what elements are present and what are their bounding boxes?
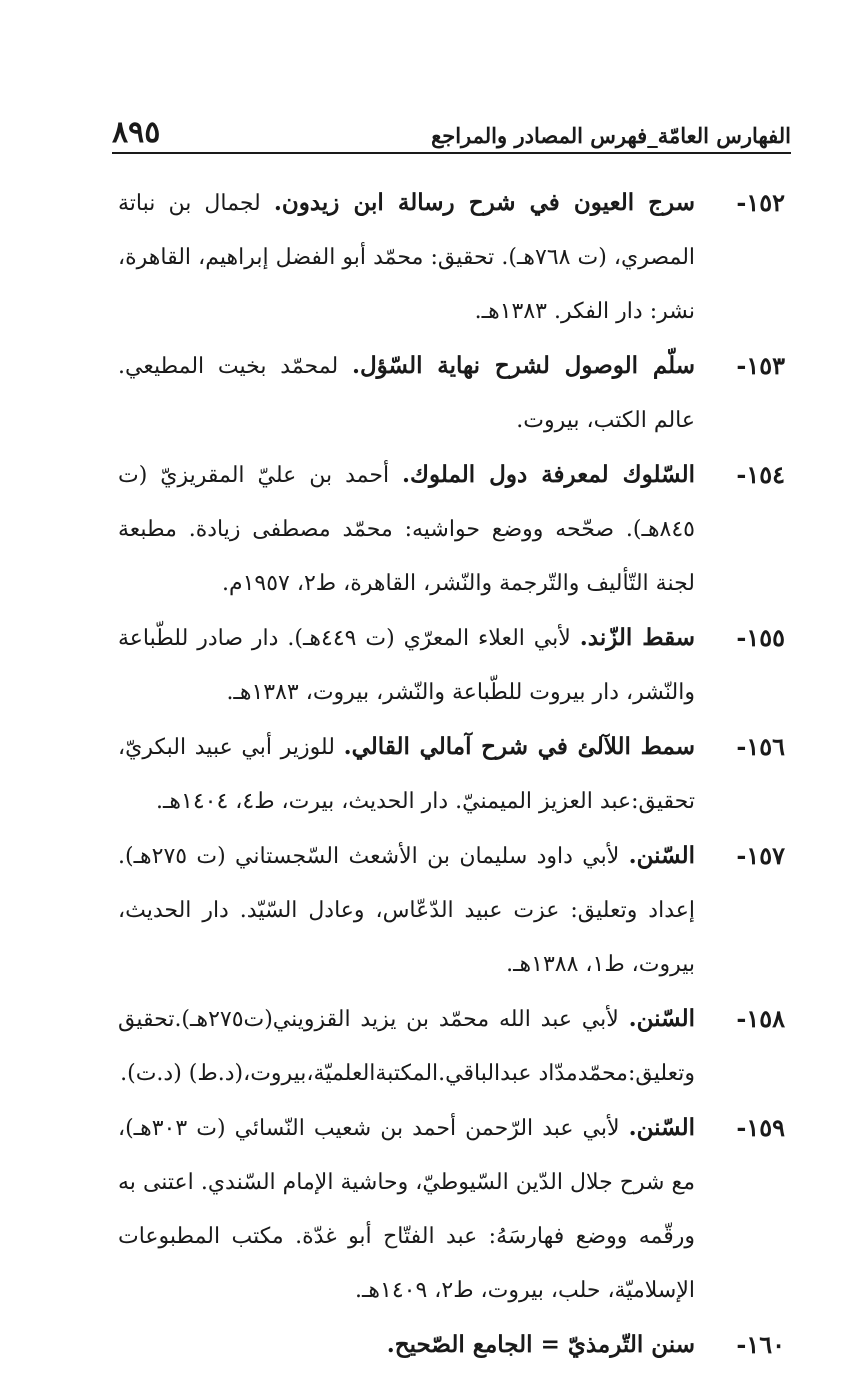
bibliography-entry — [118, 1101, 785, 1318]
entry-title: السّنن. — [628, 842, 695, 869]
entry-title: سنن التّرمذيّ = الجامع الصّحيح. — [386, 1331, 695, 1358]
entry-details: لأبي عبد الله محمّد بن يزيد القزويني(ت٢٧٥هـ).تحقيق وتعليق:محمّدمدّاد عبدالباقي.المكتبةالعلميّة،بيروت،(د.ط) (د.ت). — [118, 1007, 695, 1086]
entry-details: للوزير أبي عبيد البكريّ، تحقيق:عبد العزيز الميمنيّ. دار الحديث، بيرت، ط٤، ١٤٠٤هـ. — [118, 735, 695, 814]
bibliography-entry — [118, 829, 785, 992]
entry-number: ١٥٧- — [736, 841, 785, 870]
entry-title: سمط اللآلئ في شرح آمالي القالي. — [343, 733, 695, 760]
entry-body — [118, 1318, 695, 1373]
entry-title: سرج العيون في شرح رسالة ابن زيدون. — [273, 189, 695, 216]
page-header — [112, 112, 791, 154]
entry-body — [118, 448, 695, 611]
entry-details: لمحمّد بخيت المطيعي. عالم الكتب، بيروت. — [118, 354, 695, 433]
entry-number: ١٥٣- — [736, 351, 785, 380]
entry-body — [118, 176, 695, 339]
entry-number: ١٥٤- — [736, 460, 785, 489]
entry-body — [118, 611, 695, 720]
entry-number: ١٥٨- — [736, 1004, 785, 1033]
entry-details: لجمال بن نباتة المصري، (ت ٧٦٨هـ). تحقيق: محمّد أبو الفضل إبراهيم، القاهرة، نشر: دار الفكر. ١٣٨٣هـ. — [118, 191, 696, 324]
entry-number: ١٥٦- — [736, 732, 785, 761]
entry-number: ١٦٠- — [736, 1330, 785, 1359]
entry-title: سقط الزّند. — [579, 624, 695, 651]
bibliography-entry — [118, 611, 785, 720]
entry-number: ١٥٢- — [736, 188, 785, 217]
entry-body — [118, 339, 695, 448]
bibliography-entry — [118, 339, 785, 448]
bibliography-entry — [118, 720, 785, 829]
bibliography-entry — [118, 1318, 785, 1373]
entry-title: السّلوك لمعرفة دول الملوك. — [402, 461, 695, 488]
entry-body — [118, 720, 695, 829]
bibliography-list — [118, 176, 785, 1373]
entry-number: ١٥٩- — [736, 1113, 785, 1142]
bibliography-entry — [118, 176, 785, 339]
entry-details: أحمد بن عليّ المقريزيّ (ت ٨٤٥هـ). صحّحه ووضع حواشيه: محمّد مصطفى زيادة. مطبعة لجنة التّأليف والتّرجمة والنّشر، القاهرة، ط٢، ١٩٥٧م. — [118, 463, 695, 596]
entry-title: السّنن. — [628, 1114, 695, 1141]
entry-number: ١٥٥- — [736, 623, 785, 652]
entry-body — [118, 1101, 695, 1318]
bibliography-entry — [118, 992, 785, 1101]
bibliography-entry — [118, 448, 785, 611]
running-title: الفهارس العامّة_فهرس المصادر والمراجع — [431, 123, 791, 148]
entry-body — [118, 829, 695, 992]
entry-title: سلّم الوصول لشرح نهاية السّؤل. — [351, 352, 696, 379]
entry-details: لأبي عبد الرّحمن أحمد بن شعيب النّسائي (ت ٣٠٣هـ)، مع شرح جلال الدّين السّيوطيّ، وحاشية الإمام السّندي. اعتنى به ورقّمه ووضع فهارسَهُ: عبد الفتّاح أبو غدّة. مكتب المطبوعات الإسلاميّة، حلب، بيروت، ط٢، ١٤٠٩هـ. — [118, 1116, 695, 1303]
entry-details: لأبي العلاء المعرّي (ت ٤٤٩هـ). دار صادر للطّباعة والنّشر، دار بيروت للطّباعة والنّشر، بيروت، ١٣٨٣هـ. — [118, 626, 695, 705]
entry-details: لأبي داود سليمان بن الأشعث السّجستاني (ت ٢٧٥هـ). إعداد وتعليق: عزت عبيد الدّعّاس، وعادل السّيّد. دار الحديث، بيروت، ط١، ١٣٨٨هـ. — [118, 844, 695, 977]
entry-body — [118, 992, 695, 1101]
entry-title: السّنن. — [628, 1005, 696, 1032]
page-number: ٨٩٥ — [112, 115, 161, 150]
